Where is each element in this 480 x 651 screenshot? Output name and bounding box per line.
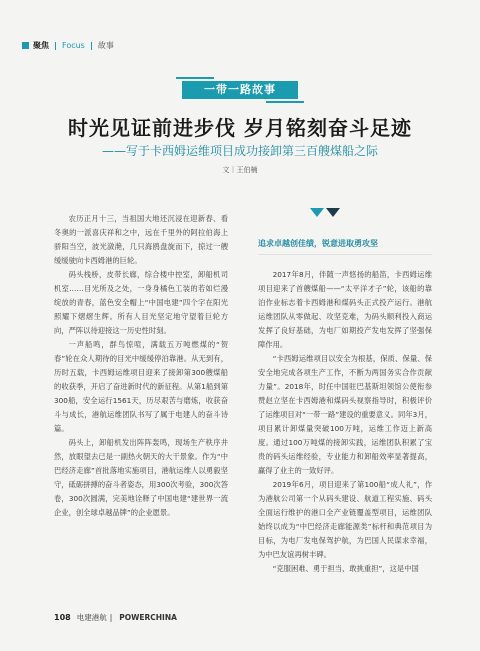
- divider: [91, 42, 92, 50]
- divider: |: [109, 613, 113, 622]
- tag-decor-line: [176, 77, 214, 79]
- category-label: 故事: [97, 41, 114, 50]
- section-label-en: Focus: [62, 41, 85, 50]
- section-heading: 追求卓越创佳绩，锐意进取勇攻坚: [258, 239, 378, 248]
- divider: [258, 254, 432, 255]
- article-author: 文｜王伯楠: [222, 166, 258, 174]
- story-tag: [176, 77, 304, 103]
- paragraph: 2019年6月，项目迎来了第100船“成人礼”，作为港航公司第一个从码头建设、航道工程实施、码头全面运行维护的港口全产业链覆盖型项目，运维团队始终以成为“中巴经济走廊能源类”标杆和典范项目为目标，为电厂发电保驾护航，为巴国人民谋求幸福，为中巴友谊再树丰碑。: [258, 480, 432, 559]
- page-number: 108: [54, 613, 71, 622]
- section-header: [22, 40, 114, 51]
- article-subtitle: ——写于卡西姆运维项目成功接卸第三百艘煤船之际: [101, 144, 378, 158]
- article-title: 时光见证前进步伐 岁月铭刻奋斗足迹: [68, 116, 412, 140]
- divider: [55, 42, 56, 50]
- triangle-decor-icon: [310, 208, 350, 228]
- brand-name: POWERCHINA: [119, 613, 177, 622]
- paragraph: 2017年8月，伴随一声悠扬的船笛，卡西姆运维项目迎来了首艘煤船——“太平洋才子”轮，该船的靠泊作业标志着卡西姆港和煤码头正式投产运行。港航运维团队从零做起、攻坚克难，为码头顺利投入商运发挥了良好基础，为电厂如期投产发电发挥了坚强保障作用。: [258, 270, 432, 349]
- paragraph: 农历正月十三，当祖国大地还沉浸在迎新春、看冬奥的一派喜庆祥和之中，远在千里外的阿拉伯海上骄阳当空，波光潋滟，几只海鸥盘旋而下，掠过一艘缓缓驶向卡西姆港的巨轮。: [54, 214, 228, 265]
- article-left-column: [54, 212, 228, 520]
- article-right-column: [258, 268, 432, 576]
- paragraph: 一声船鸣，群鸟惊喧，满载五万吨燃煤的“贺春”轮在众人期待的目光中缓缓停泊靠港。从无到有，历时五载，卡西姆运维项目迎来了接卸第300艘煤船的收获季，开启了奋进新时代的新征程。从第1船到第300船，安全运行1561天，历尽艰苦与磨炼，收获奋斗与成长，港航运维团队书写了属于电建人的奋斗诗篇。: [54, 340, 228, 433]
- section-label-cn: 聚焦: [33, 41, 49, 50]
- magazine-name: 电建港航: [76, 613, 107, 622]
- section-marker-icon: [22, 42, 29, 49]
- paragraph: 码头上，卸船机发出阵阵轰鸣，现场生产秩序井然，放眼望去已是一副热火朝天的大干景象。作为“中巴经济走廊”首批落地实施项目，港航运维人以勇毅坚守，砥砺拼搏的奋斗者姿态，用300次考验，300次答卷，300次圆满，完美地诠释了中国电建“建世界一流企业，创全球卓越品牌”的企业愿景。: [54, 438, 228, 517]
- paragraph: “克服困难、勇于担当、敢挑重担”，这是中国: [272, 564, 419, 573]
- page-footer: [54, 612, 177, 623]
- tag-decor-line: [266, 101, 304, 103]
- paragraph: 码头栈桥，皮带长廊，综合楼中控室，卸船机司机室……目光所及之处，一身身橘色工装的若如烂漫绽放的青春，蓝色安全帽上“中国电建”四个字在阳光照耀下熠熠生辉。所有人目光坚定地守望着巨轮方向，严阵以待迎接这一历史性时刻。: [54, 270, 228, 335]
- paragraph: “卡西姆运维项目以安全为根基，保质、保量、保安全地完成各项生产工作，不断为两国务实合作贡献力量”。2018年，时任中国驻巴基斯坦领馆公使衔参赞赵立坚在卡西姆港和煤码头视察指导时，积极评价了运维项目对“一带一路”建设的重要意义。同年3月，项目累计卸煤量突破100万吨，运维工作迈上新高度。通过100万吨煤的接卸实践，运维团队积累了宝贵的码头运维经验，专业能力和卸船效率显著提高，赢得了业主的一致好评。: [258, 354, 432, 475]
- story-tag-label: 一带一路故事: [182, 81, 298, 99]
